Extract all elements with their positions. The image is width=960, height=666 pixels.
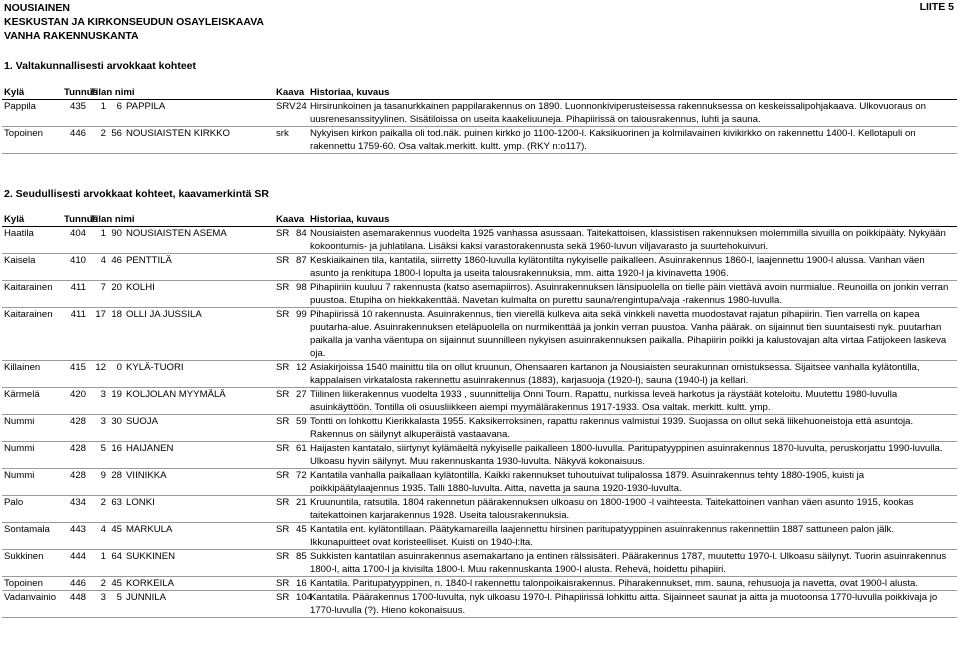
cell-kaava-nro: 12 bbox=[294, 361, 308, 388]
cell-kaava: SRV bbox=[274, 100, 294, 127]
cell-kuvaus: Haijasten kantatalo, siirtynyt kylämäeltä nykyiselle paikalleen 1800-luvulla. Paritupatyyppinen asuinrakennus 1870-luvulta, peruskorjattu 1990-luvulla. Ulkoasu hyvin säilynyt. Muu rakennuskanta 1930-luvulta. Näkyvä kokonaisuus. bbox=[308, 442, 957, 469]
cell-tilan-nimi: SUOJA bbox=[124, 415, 274, 442]
appendix-label: LIITE 5 bbox=[919, 1, 954, 13]
cell-tila-nro2: 19 bbox=[108, 388, 124, 415]
cell-kaava-nro: 98 bbox=[294, 281, 308, 308]
cell-kaava-nro: 104 bbox=[294, 591, 308, 618]
section1-title: 1. Valtakunnallisesti arvokkaat kohteet bbox=[4, 60, 197, 72]
cell-tila-nro2: 90 bbox=[108, 227, 124, 254]
cell-kaava: SR bbox=[274, 308, 294, 361]
cell-kaava: SR bbox=[274, 227, 294, 254]
cell-kyla: Kärmelä bbox=[2, 388, 62, 415]
cell-tila-nro: 5 bbox=[88, 442, 108, 469]
cell-kaava-nro: 87 bbox=[294, 254, 308, 281]
cell-tilan-nimi: PENTTILÄ bbox=[124, 254, 274, 281]
col-header-tilan-nimi: Tilan nimi bbox=[88, 213, 274, 227]
cell-tila-nro: 3 bbox=[88, 591, 108, 618]
cell-tilan-nimi: VIINIKKA bbox=[124, 469, 274, 496]
cell-kaava: SR bbox=[274, 550, 294, 577]
cell-tilan-nimi: KYLÄ-TUORI bbox=[124, 361, 274, 388]
cell-kaava: SR bbox=[274, 577, 294, 591]
section1-table bbox=[2, 86, 957, 154]
table-row bbox=[2, 127, 957, 154]
table-row bbox=[2, 591, 957, 618]
cell-kaava-nro: 99 bbox=[294, 308, 308, 361]
cell-kuvaus: Nykyisen kirkon paikalla oli tod.näk. puinen kirkko jo 1100-1200-l. Kaksikuorinen ja kolmilavainen kivikirkko on rakennettu 1400-l. Kellotapuli on rakennettu 1759-60. Osa valtak.merkitt. kultt. ymp. (RKY n:o117). bbox=[308, 127, 957, 154]
cell-tilan-nimi: KOLHI bbox=[124, 281, 274, 308]
cell-tila-nro2: 16 bbox=[108, 442, 124, 469]
cell-tila-nro: 4 bbox=[88, 254, 108, 281]
cell-tunnus: 410 bbox=[62, 254, 88, 281]
section2-title: 2. Seudullisesti arvokkaat kohteet, kaavamerkintä SR bbox=[4, 188, 269, 200]
col-header-kyla: Kylä bbox=[2, 86, 62, 100]
cell-kyla: Nummi bbox=[2, 442, 62, 469]
cell-tila-nro2: 20 bbox=[108, 281, 124, 308]
cell-kaava-nro: 59 bbox=[294, 415, 308, 442]
col-header-historiaa: Historiaa, kuvaus bbox=[308, 86, 957, 100]
cell-kaava: SR bbox=[274, 442, 294, 469]
cell-tila-nro2: 18 bbox=[108, 308, 124, 361]
cell-tunnus: 428 bbox=[62, 469, 88, 496]
cell-tila-nro2: 6 bbox=[108, 100, 124, 127]
cell-tunnus: 434 bbox=[62, 496, 88, 523]
section2-table bbox=[2, 213, 957, 618]
cell-kaava-nro: 45 bbox=[294, 523, 308, 550]
cell-kuvaus: Keskiaikainen tila, kantatila, siirretty 1860-luvulla kylätontilta nykyiselle paikalleen. Asuinrakennus 1860-l, laajennettu 1900-l alussa. Vanhan väen asunto ja renkitupa 1800-l lopulta ja useita talousrakennuksia, mm. aitta 1920-l ja kivinavetta 1906. bbox=[308, 254, 957, 281]
cell-tila-nro: 2 bbox=[88, 496, 108, 523]
cell-kyla: Killainen bbox=[2, 361, 62, 388]
cell-kyla: Topoinen bbox=[2, 577, 62, 591]
table-row bbox=[2, 496, 957, 523]
cell-kaava: SR bbox=[274, 388, 294, 415]
cell-kaava-nro: 16 bbox=[296, 578, 307, 589]
cell-kuvaus: Asiakirjoissa 1540 mainittu tila on ollut kruunun, Ohensaaren kartanon ja Nousiaisten seurakunnan omistuksessa. Sijaitsee vanhalla kylätontilla, kappalaisen virkatalosta rakennettu asuinrakennus (1883), karjasuoja (1920-l), sauna (1940-l) ja kellari. bbox=[308, 361, 957, 388]
table-row bbox=[2, 100, 957, 127]
municipality-title: NOUSIAINEN bbox=[4, 2, 70, 14]
col-header-tunnus: Tunnus bbox=[64, 214, 98, 225]
cell-tilan-nimi: SUKKINEN bbox=[124, 550, 274, 577]
col-header-kyla: Kylä bbox=[2, 213, 62, 227]
cell-tila-nro: 17 bbox=[88, 308, 108, 361]
table-row bbox=[2, 442, 957, 469]
table-row bbox=[2, 577, 957, 591]
cell-tila-nro: 4 bbox=[88, 523, 108, 550]
table-header-row bbox=[2, 86, 957, 100]
cell-kaava-nro: 85 bbox=[294, 550, 308, 577]
cell-tila-nro2: 45 bbox=[108, 523, 124, 550]
cell-tila-nro2: 46 bbox=[108, 254, 124, 281]
cell-kyla: Haatila bbox=[2, 227, 62, 254]
cell-tila-nro2: 0 bbox=[108, 361, 124, 388]
cell-kyla: Topoinen bbox=[2, 127, 62, 154]
table-row bbox=[2, 227, 957, 254]
cell-kyla: Kaitarainen bbox=[2, 308, 62, 361]
table-row bbox=[2, 254, 957, 281]
col-header-historiaa: Historiaa, kuvaus bbox=[308, 213, 957, 227]
cell-kaava: SR bbox=[274, 523, 294, 550]
cell-tunnus: 428 bbox=[62, 415, 88, 442]
cell-tilan-nimi: KORKEILA bbox=[124, 577, 274, 591]
cell-kaava-nro bbox=[294, 127, 308, 154]
cell-kyla: Pappila bbox=[2, 100, 62, 127]
cell-kuvaus: Kantatila ent. kylätontillaan. Päätykamareilla laajennettu hirsinen paritupatyyppinen asuinrakennus rakennettiin 1887 sattuneen palon jälk. Ikkunapuitteet ovat koristeelliset. Kuisti on 1940-l:lta. bbox=[308, 523, 957, 550]
cell-tunnus: 443 bbox=[62, 523, 88, 550]
cell-kaava: SR bbox=[274, 591, 294, 618]
cell-kuvaus: Kruununtila, ratsutila. 1804 rakennetun päärakennuksen ulkoasu on 1800-1900 -l vaihteesta. Taitekattoinen vanhan väen asunto 1915, kookas taitekattoinen karjarakennus 1928. Useita talousrakennuksia. bbox=[308, 496, 957, 523]
cell-kuvaus: Kantatila. Päärakennus 1700-luvulta, nyk ulkoasu 1970-l. Pihapiirissä lohkittu aitta. Sijainneet saunat ja aitta ja muotoonsa 1770-luvulla poikkivaja jo 1770-luvulla (?). Hieno kokonaisuus. bbox=[308, 591, 957, 618]
table-row bbox=[2, 550, 957, 577]
cell-kyla: Nummi bbox=[2, 415, 62, 442]
cell-tila-nro: 7 bbox=[88, 281, 108, 308]
cell-tunnus: 404 bbox=[62, 227, 88, 254]
table-row bbox=[2, 308, 957, 361]
cell-kuvaus: Hirsirunkoinen ja tasanurkkainen pappilarakennus on 1890. Luonnonkiviperusteisessa rakennuksessa on keskeissalipohjakaava. Ulkovuoraus on uusrenesanssityylinen. Sisätiloissa on useita kaakeliuuneja. Pihapiirissä on talousrakennus, luhti ja sauna. bbox=[308, 100, 957, 127]
subject-title: VANHA RAKENNUSKANTA bbox=[4, 30, 139, 42]
cell-tila-nro: 9 bbox=[88, 469, 108, 496]
document-header bbox=[4, 1, 264, 43]
cell-kuvaus: Pihapiiriin kuuluu 7 rakennusta (katso asemapiirros). Asuinrakennuksen länsipuolella on tielle päin viettävä avoin nurmialue. Reunoilla on jonkin verran puustoa. Etupiha on hiekkakenttää. Navetan kulmalta on purettu sauna/rengintupa/vaja -rakennus 1980-luvulla. bbox=[308, 281, 957, 308]
cell-kyla: Kaitarainen bbox=[2, 281, 62, 308]
cell-kuvaus: Pihapiirissä 10 rakennusta. Asuinrakennus, tien vierellä kulkeva aita sekä vinkkeli navetta muodostavat rajatun pihapiirin. Tien varrella on kapea puutarha-alue. Asuinrakennuksen eteläpuolella on nurmikenttää ja jonkin verran puustoa. Vanha päärak. on sijainnut tien suuntaisesti nyk. puutarhan paikalla ja vanha väentupa on sijainnut suunnilleen nykyisen asuinrakennuksen paikalla. Pihapiirin poikki ja kalustovajan alta virtaa Fatijokeen laskeva oja. bbox=[308, 308, 957, 361]
cell-tila-nro: 2 bbox=[88, 577, 108, 591]
cell-tila-nro2: 5 bbox=[108, 591, 124, 618]
cell-tilan-nimi: NOUSIAISTEN ASEMA bbox=[124, 227, 274, 254]
table-row bbox=[2, 415, 957, 442]
cell-tila-nro2: 28 bbox=[108, 469, 124, 496]
cell-kyla: Palo bbox=[2, 496, 62, 523]
col-header-kaava: Kaava bbox=[274, 213, 308, 227]
cell-kuvaus: Tiilinen liikerakennus vuodelta 1933 , suunnittelija Onni Tourn. Rapattu, nurkissa leveä harkotus ja räystäät koteloitu. Muutettu 1980-luvulla asuinkäyttöön. Tontilla oli osuusliikkeen aiempi myymälärakennus 1917-1933. Osa valtak. merkitt. kultt. ymp. bbox=[308, 388, 957, 415]
cell-kaava-nro: 21 bbox=[294, 496, 308, 523]
table-row bbox=[2, 281, 957, 308]
col-header-kaava: Kaava bbox=[274, 86, 308, 100]
cell-kaava-nro: 61 bbox=[294, 442, 308, 469]
cell-kaava: SR bbox=[274, 281, 294, 308]
cell-kyla: Sukkinen bbox=[2, 550, 62, 577]
cell-tunnus: 446 bbox=[62, 577, 88, 591]
cell-tila-nro: 1 bbox=[88, 550, 108, 577]
table-row bbox=[2, 388, 957, 415]
cell-kaava: SR bbox=[274, 415, 294, 442]
cell-kaava: srk bbox=[274, 127, 294, 154]
cell-tunnus: 446 bbox=[62, 127, 88, 154]
cell-tilan-nimi: MARKULA bbox=[124, 523, 274, 550]
cell-tila-nro2: 30 bbox=[108, 415, 124, 442]
col-header-tunnus: Tunnus bbox=[64, 87, 98, 98]
cell-kyla: Sontamala bbox=[2, 523, 62, 550]
cell-tila-nro: 3 bbox=[88, 415, 108, 442]
cell-tila-nro: 1 bbox=[88, 100, 108, 127]
col-header-tilan-nimi: Tilan nimi bbox=[88, 86, 274, 100]
cell-tila-nro2: 64 bbox=[108, 550, 124, 577]
cell-tilan-nimi: HAIJANEN bbox=[124, 442, 274, 469]
cell-tila-nro2: 45 bbox=[108, 577, 124, 591]
cell-tilan-nimi: JUNNILA bbox=[124, 591, 274, 618]
cell-tunnus: 411 bbox=[62, 308, 88, 361]
cell-tila-nro2: 63 bbox=[108, 496, 124, 523]
cell-kyla: Nummi bbox=[2, 469, 62, 496]
cell-kuvaus: Kantatila vanhalla paikallaan kylätontilla. Kaikki rakennukset tuhoutuivat tulipalossa 1879. Asuinrakennus tehty 1880-1905, kuisti ja poikkipäätylaajennus 1935. Talli 1880-luvulta. Aitta, navetta ja sauna 1920-1930-luvulta. bbox=[308, 469, 957, 496]
cell-kuvaus: Tontti on lohkottu Kierikkalasta 1955. Kaksikerroksinen, rapattu rakennus valmistui 1939. Suojassa on ollut sekä liikehuoneistoja että asuntoja. Rakennus on säilynyt alkuperäistä vastaavana. bbox=[308, 415, 957, 442]
cell-tilan-nimi: PAPPILA bbox=[124, 100, 274, 127]
cell-kaava: SR bbox=[274, 361, 294, 388]
cell-tila-nro: 12 bbox=[88, 361, 108, 388]
cell-kaava: SR bbox=[274, 254, 294, 281]
cell-kaava-nro: 24 bbox=[294, 100, 308, 127]
cell-kyla: Kaisela bbox=[2, 254, 62, 281]
cell-tila-nro: 2 bbox=[88, 127, 108, 154]
cell-kaava-nro: 72 bbox=[294, 469, 308, 496]
table-header-row bbox=[2, 213, 957, 227]
cell-tunnus: 444 bbox=[62, 550, 88, 577]
cell-tilan-nimi: NOUSIAISTEN KIRKKO bbox=[124, 127, 274, 154]
cell-kaava-nro: 84 bbox=[294, 227, 308, 254]
table-row bbox=[2, 469, 957, 496]
cell-kyla: Vadanvainio bbox=[2, 591, 62, 618]
cell-kaava: SR bbox=[274, 469, 294, 496]
cell-tilan-nimi: OLLI JA JUSSILA bbox=[124, 308, 274, 361]
cell-kuvaus: Sukkisten kantatilan asuinrakennus asemakartano ja entinen rälssisäteri. Päärakennus 1787, muutettu 1970-l. Ulkoasu säilynyt. Tuorin asuinrakennus 1800-l, aitta 1700-l ja kivisilta 1800-l. Muu rakennuskanta 1900-l alusta. Rehevä, hoidettu pihapiiri. bbox=[308, 550, 957, 577]
cell-kaava: SR bbox=[274, 496, 294, 523]
cell-tunnus: 420 bbox=[62, 388, 88, 415]
cell-kuvaus: Nousiaisten asemarakennus vuodelta 1925 vanhassa asussaan. Taitekattoisen, klassistisen rakennuksen molemmilla sivuilla on poikkipääty. Nykyään kokoontumis- ja juhlatilana. Lisäksi kaksi varastorakennusta sekä 1960-luvun viljavarasto ja suurtehokuivuri. bbox=[308, 227, 957, 254]
cell-tunnus: 411 bbox=[62, 281, 88, 308]
cell-tilan-nimi: KOLJOLAN MYYMÄLÄ bbox=[124, 388, 274, 415]
cell-tila-nro2: 56 bbox=[108, 127, 124, 154]
cell-tunnus: 435 bbox=[62, 100, 88, 127]
plan-title: KESKUSTAN JA KIRKONSEUDUN OSAYLEISKAAVA bbox=[4, 16, 265, 28]
cell-tila-nro: 1 bbox=[88, 227, 108, 254]
cell-tunnus: 415 bbox=[62, 361, 88, 388]
cell-kaava-nro: 27 bbox=[294, 388, 308, 415]
cell-tunnus: 448 bbox=[62, 591, 88, 618]
cell-tila-nro: 3 bbox=[88, 388, 108, 415]
cell-kuvaus: Kantatila. Paritupatyyppinen, n. 1840-l rakennettu talonpoikaisrakennus. Piharakennukset, mm. sauna, rehusuoja ja navetta, ovat 1900-l alusta. bbox=[308, 577, 957, 591]
table-row bbox=[2, 361, 957, 388]
cell-tunnus: 428 bbox=[62, 442, 88, 469]
cell-tilan-nimi: LONKI bbox=[124, 496, 274, 523]
table-row bbox=[2, 523, 957, 550]
